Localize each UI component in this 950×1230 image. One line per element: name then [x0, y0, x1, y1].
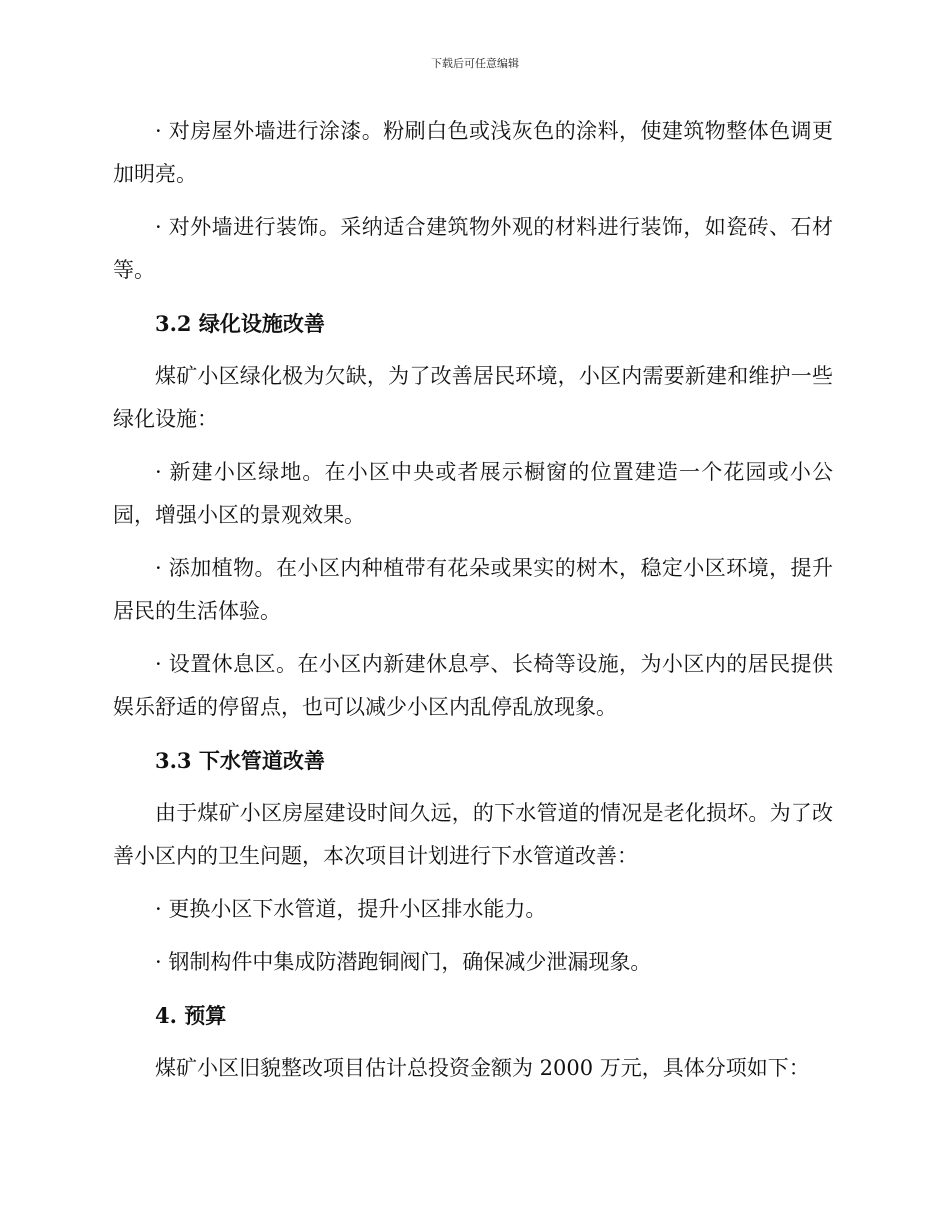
document-body [113, 110, 833, 1100]
page-header: 下载后可任意编辑 [431, 57, 519, 70]
bullet-paint-walls: · 对房屋外墙进行涂漆。粉刷白色或浅灰色的涂料，使建筑物整体色调更加明亮。 [113, 119, 833, 186]
bullet-rest-area: · 设置休息区。在小区内新建休息亭、长椅等设施，为小区内的居民提供娱乐舒适的停留点，也可以减少小区内乱停乱放现象。 [113, 652, 833, 719]
section-heading-3-3: 3.3 下水管道改善 [155, 748, 325, 773]
greening-intro-paragraph: 煤矿小区绿化极为欠缺，为了改善居民环境，小区内需要新建和维护一些绿化设施： [113, 364, 833, 431]
bullet-valves: · 钢制构件中集成防潜跑铜阀门，确保减少泄漏现象。 [155, 950, 652, 974]
section-heading-3-2: 3.2 绿化设施改善 [155, 311, 325, 336]
drainage-intro-paragraph: 由于煤矿小区房屋建设时间久远，的下水管道的情况是老化损坏。为了改善小区内的卫生问题，本次项目计划进行下水管道改善： [113, 801, 833, 868]
bullet-add-plants: · 添加植物。在小区内种植带有花朵或果实的树木，稳定小区环境，提升居民的生活体验。 [113, 556, 833, 623]
bullet-green-space: · 新建小区绿地。在小区中央或者展示橱窗的位置建造一个花园或小公园，增强小区的景观效果。 [113, 460, 833, 527]
section-heading-4: 4. 预算 [155, 1003, 227, 1028]
bullet-replace-pipes: · 更换小区下水管道，提升小区排水能力。 [155, 897, 547, 921]
bullet-decorate-walls: · 对外墙进行装饰。采纳适合建筑物外观的材料进行装饰，如瓷砖、石材等。 [113, 215, 833, 282]
budget-intro-paragraph: 煤矿小区旧貌整改项目估计总投资金额为 2000 万元，具体分项如下： [155, 1056, 810, 1080]
